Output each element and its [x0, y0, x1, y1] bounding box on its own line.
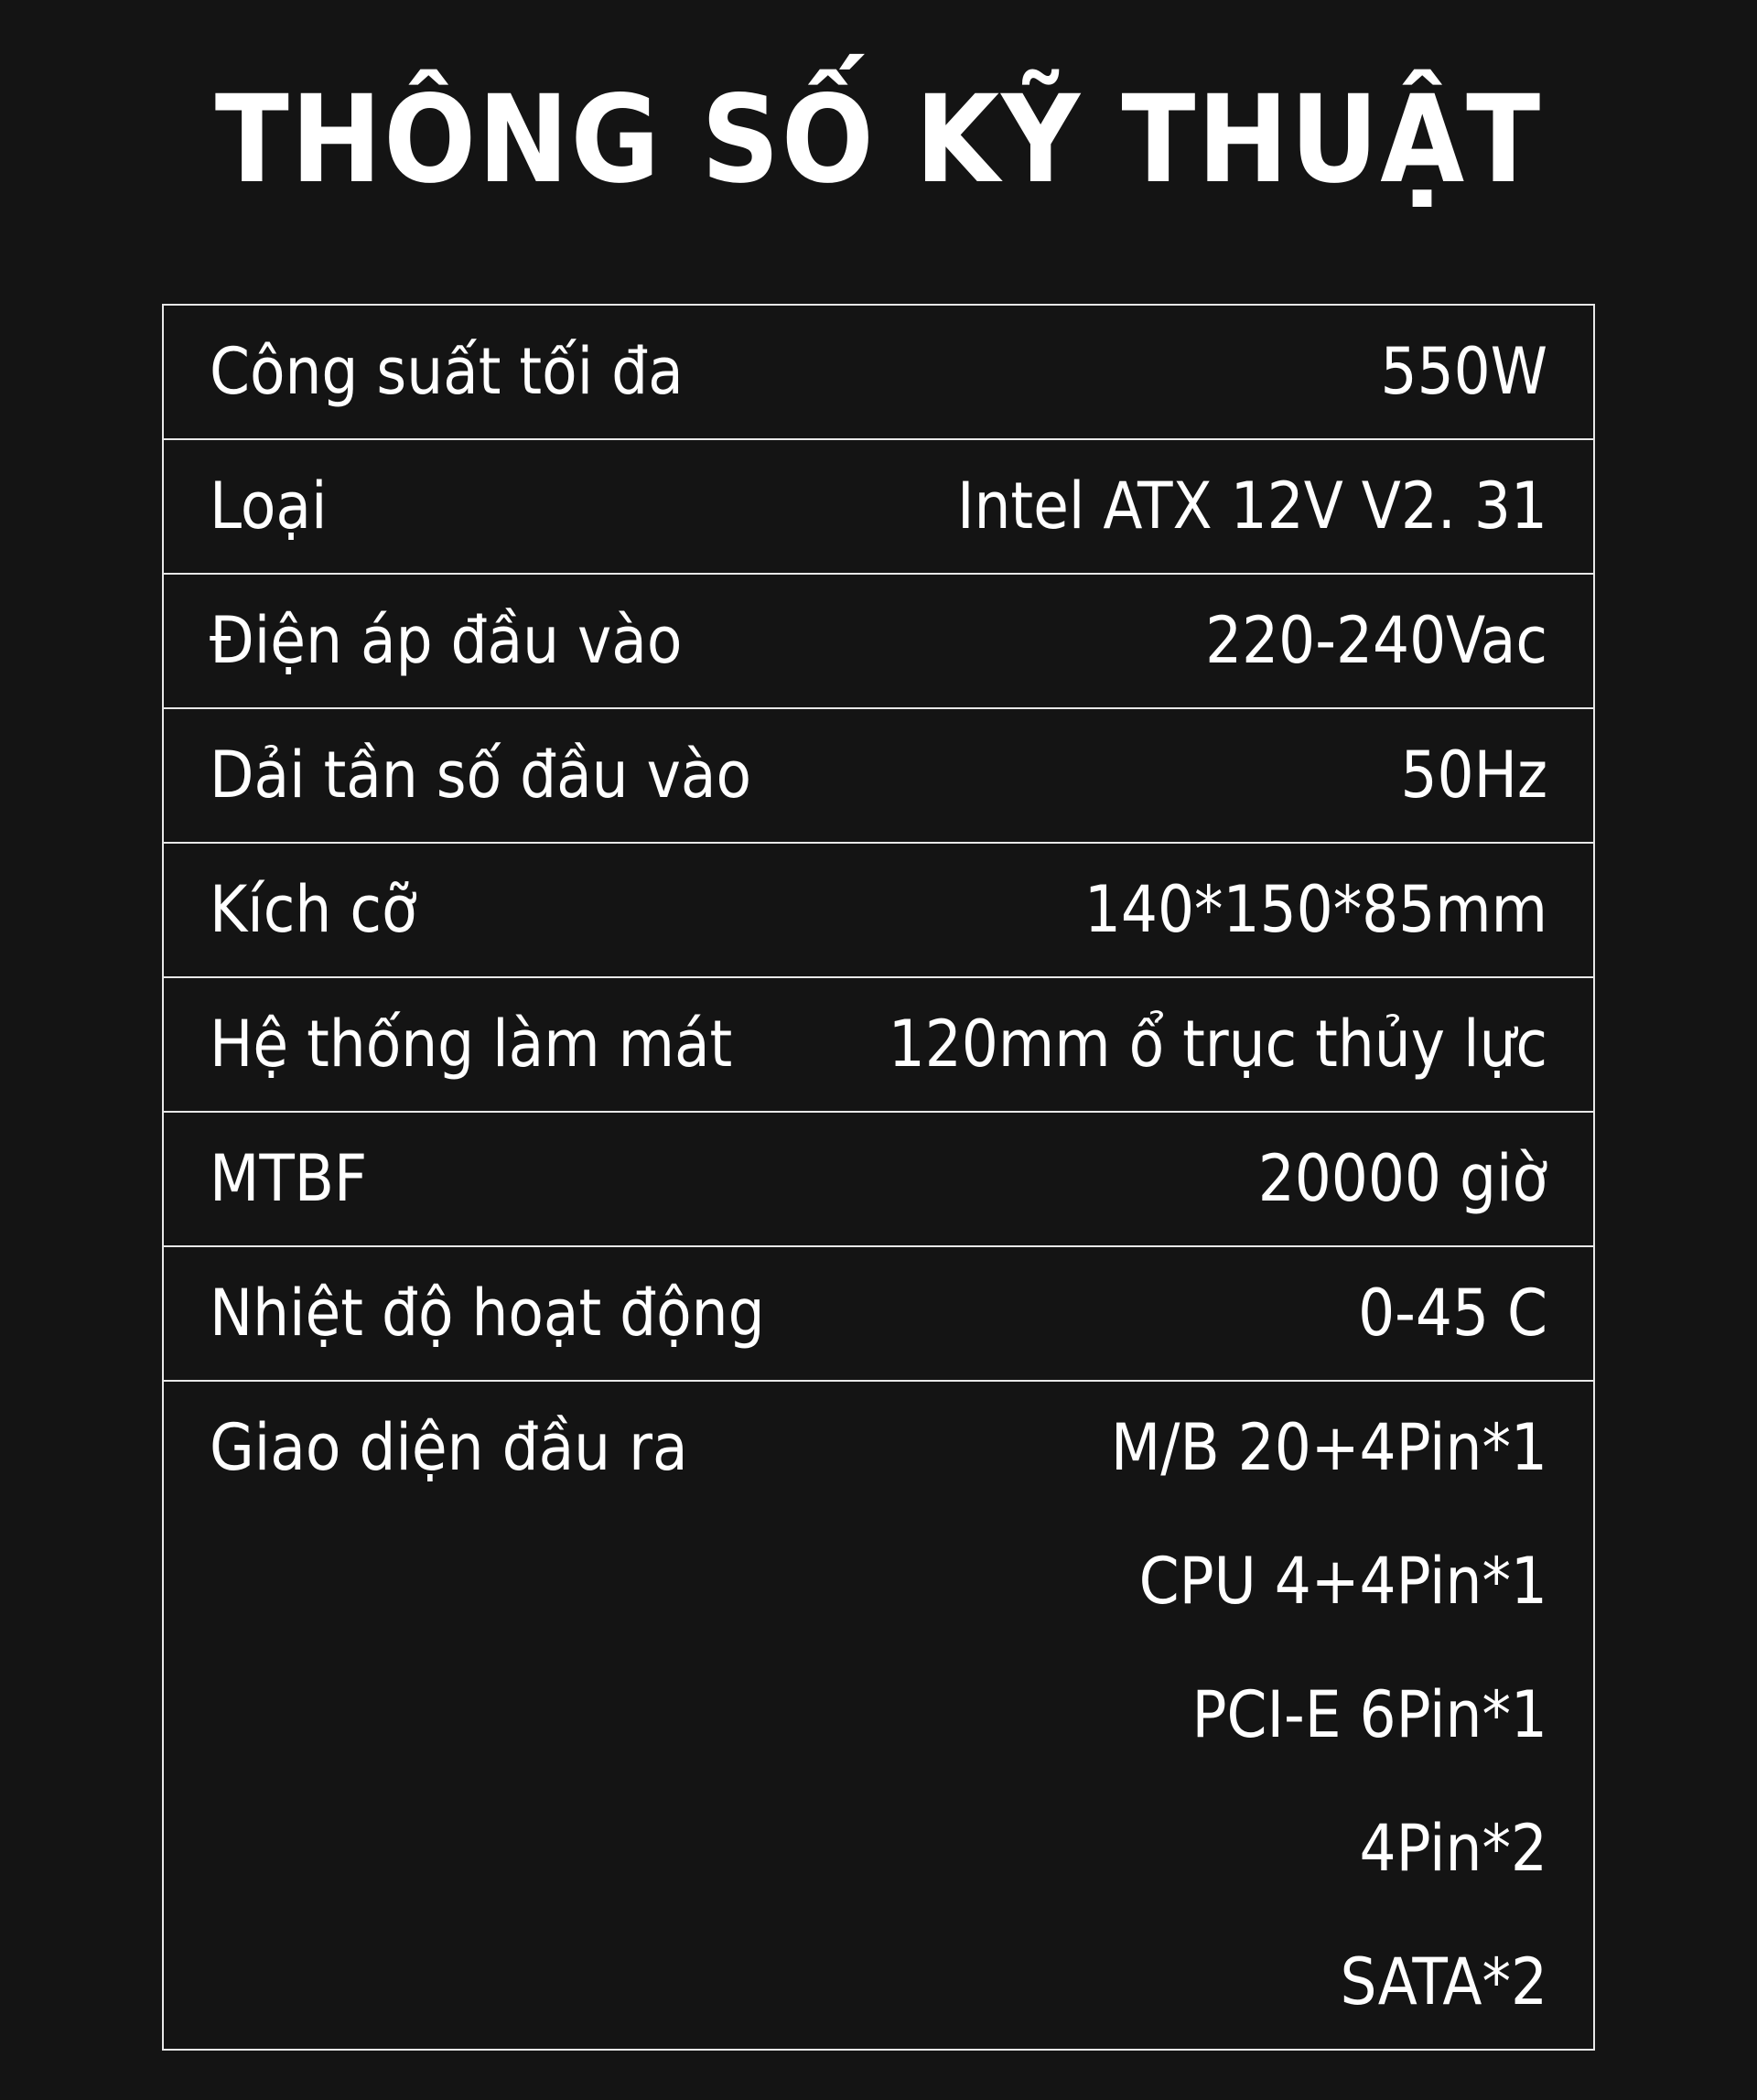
spec-row-max-power — [164, 306, 1593, 440]
page-title: THÔNG SỐ KỸ THUẬT — [214, 70, 1543, 210]
spec-row-size — [164, 844, 1593, 978]
output-connector: M/B 20+4Pin*1 — [1110, 1410, 1547, 1485]
spec-value: 20000 giờ — [1257, 1141, 1547, 1216]
spec-value: 50Hz — [1400, 738, 1547, 813]
spec-row-mtbf — [164, 1113, 1593, 1247]
spec-label: Hệ thống làm mát — [210, 1007, 733, 1082]
output-connector: 4Pin*2 — [1359, 1811, 1547, 1886]
spec-value: 220-240Vac — [1205, 603, 1547, 678]
spec-row-type — [164, 440, 1593, 575]
spec-value: Intel ATX 12V V2. 31 — [956, 468, 1547, 544]
spec-table — [162, 304, 1595, 2051]
spec-label: Kích cỡ — [210, 872, 417, 947]
spec-row-output-interface — [164, 1382, 1593, 2048]
output-connector: CPU 4+4Pin*1 — [1138, 1544, 1547, 1619]
output-connector-list — [1111, 1382, 1547, 2050]
spec-label: Điện áp đầu vào — [210, 603, 683, 678]
spec-label: Dải tần số đầu vào — [210, 738, 751, 813]
output-connector: SATA*2 — [1340, 1944, 1547, 2019]
spec-value: 550W — [1380, 334, 1547, 409]
spec-label: Loại — [210, 468, 328, 544]
spec-label: Công suất tối đa — [210, 334, 684, 409]
spec-value: 0-45 C — [1358, 1276, 1547, 1351]
spec-row-operating-temp — [164, 1247, 1593, 1382]
spec-label: Nhiệt độ hoạt động — [210, 1276, 765, 1351]
spec-value: 140*150*85mm — [1083, 872, 1547, 947]
spec-row-input-voltage — [164, 575, 1593, 709]
spec-value: 120mm ổ trục thủy lực — [888, 1007, 1547, 1082]
spec-row-input-frequency — [164, 709, 1593, 844]
output-connector: PCI-E 6Pin*1 — [1191, 1677, 1547, 1752]
spec-row-cooling — [164, 978, 1593, 1113]
spec-label: MTBF — [210, 1141, 368, 1216]
spec-label: Giao diện đầu ra — [210, 1410, 688, 1485]
